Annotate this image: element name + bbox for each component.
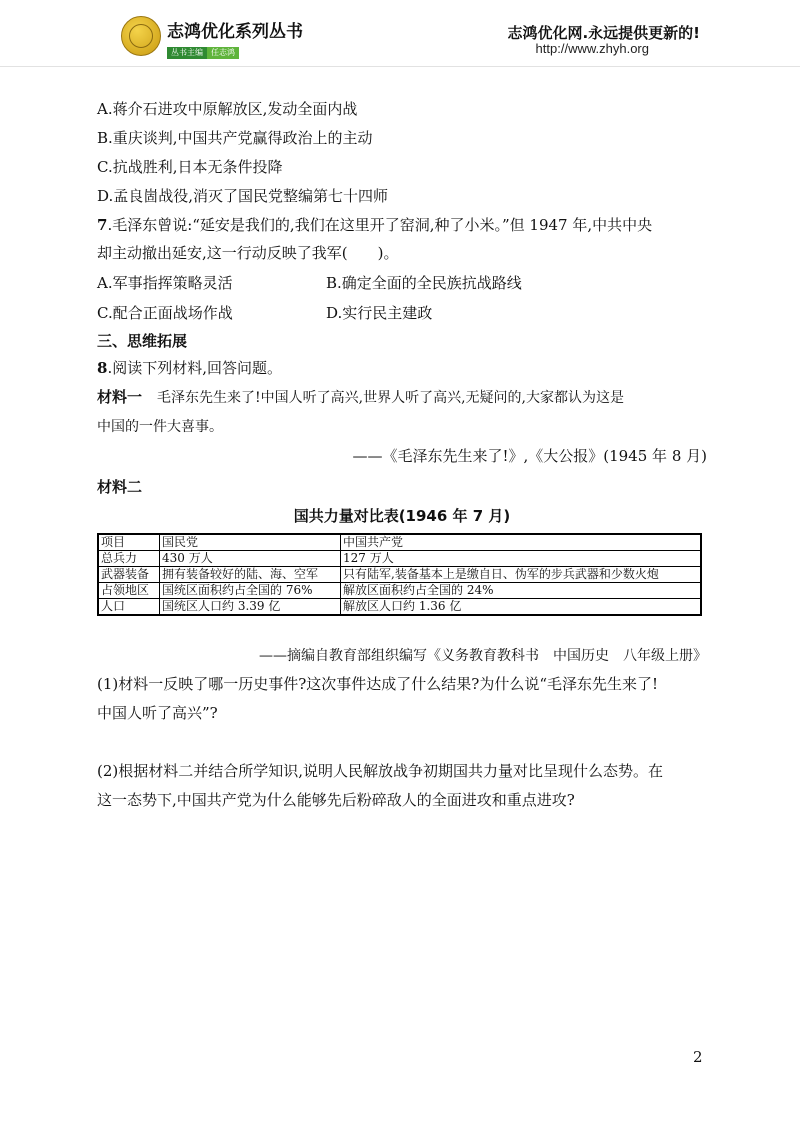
material1-line1 (97, 388, 624, 407)
table-cell: 只有陆军,装备基本上是缴自日、伪军的步兵武器和少数火炮 (341, 567, 702, 583)
table-cell: 武器装备 (98, 567, 160, 583)
q6-option-b: B.重庆谈判,中国共产党赢得政治上的主动 (97, 129, 373, 147)
editor-tag-label: 丛书主编 (167, 47, 207, 59)
q7-stem-line2: 却主动撤出延安,这一行动反映了我军( )。 (97, 244, 399, 262)
table-cell: 430 万人 (160, 551, 341, 567)
table-header-cell: 国民党 (160, 534, 341, 551)
table-cell: 拥有装备较好的陆、海、空军 (160, 567, 341, 583)
q8-sub1-line1: (1)材料一反映了哪一历史事件?这次事件达成了什么结果?为什么说“毛泽东先生来了! (97, 675, 659, 693)
table-cell: 解放区人口约 1.36 亿 (341, 599, 702, 616)
q7-option-d: D.实行民主建政 (326, 304, 433, 322)
material1-text: 毛泽东先生来了!中国人听了高兴,世界人听了高兴,无疑问的,大家都认为这是 (157, 390, 625, 406)
q7-option-b: B.确定全面的全民族抗战路线 (326, 274, 522, 292)
q7-number: 7 (97, 216, 108, 234)
page-header (0, 0, 800, 66)
table-header-cell: 项目 (98, 534, 160, 551)
table-cell: 解放区面积约占全国的 24% (341, 583, 702, 599)
table-row (98, 583, 701, 599)
q8-intro (97, 359, 282, 377)
q7-option-a: A.军事指挥策略灵活 (97, 274, 233, 292)
q8-intro-text: .阅读下列材料,回答问题。 (107, 359, 282, 377)
material1-label: 材料一 (97, 388, 143, 406)
q7-stem-line1 (97, 216, 652, 234)
q6-option-d: D.孟良崮战役,消灭了国民党整编第七十四师 (97, 187, 389, 205)
comparison-table (97, 533, 702, 616)
table-title: 国共力量对比表(1946 年 7 月) (293, 507, 511, 525)
table-cell: 人口 (98, 599, 160, 616)
table-row (98, 551, 701, 567)
table-cell: 国统区人口约 3.39 亿 (160, 599, 341, 616)
q6-option-a: A.蒋介石进攻中原解放区,发动全面内战 (97, 100, 358, 118)
q8-sub1-line2: 中国人听了高兴”? (97, 704, 218, 722)
table-row (98, 599, 701, 616)
series-title: 志鸿优化系列丛书 (167, 22, 303, 42)
q8-number: 8 (97, 359, 108, 377)
table-cell: 总兵力 (98, 551, 160, 567)
q7-option-c: C.配合正面战场作战 (97, 304, 233, 322)
header-divider (0, 66, 800, 67)
material1-line2: 中国的一件大喜事。 (97, 419, 223, 435)
editor-tag-name: 任志鸿 (207, 47, 239, 59)
material2-label: 材料二 (97, 478, 143, 496)
q8-sub2-line1: (2)根据材料二并结合所学知识,说明人民解放战争初期国共力量对比呈现什么态势。在 (97, 762, 664, 780)
table-header-cell: 中国共产党 (341, 534, 702, 551)
logo-icon (121, 16, 161, 56)
table-source: ——摘编自教育部组织编写《义务教育教科书 中国历史 八年级上册》 (259, 648, 707, 664)
q8-sub2-line2: 这一态势下,中国共产党为什么能够先后粉碎敌人的全面进攻和重点进攻? (97, 791, 575, 809)
q6-option-c: C.抗战胜利,日本无条件投降 (97, 158, 283, 176)
table-cell: 占领地区 (98, 583, 160, 599)
table-row (98, 567, 701, 583)
site-slogan: 志鸿优化网.永远提供更新的! (507, 24, 700, 42)
table-cell: 国统区面积约占全国的 76% (160, 583, 341, 599)
section-heading: 三、思维拓展 (97, 332, 188, 350)
table-cell: 127 万人 (341, 551, 702, 567)
table-header-row (98, 534, 701, 551)
q7-text: .毛泽东曾说:“延安是我们的,我们在这里开了窑洞,种了小米。”但 1947 年,中共中央 (107, 216, 653, 234)
editor-tags (167, 40, 239, 57)
material1-source: ——《毛泽东先生来了!》,《大公报》(1945 年 8 月) (352, 447, 707, 465)
site-url[interactable]: http://www.zhyh.org (535, 41, 649, 56)
page-number: 2 (693, 1048, 703, 1066)
